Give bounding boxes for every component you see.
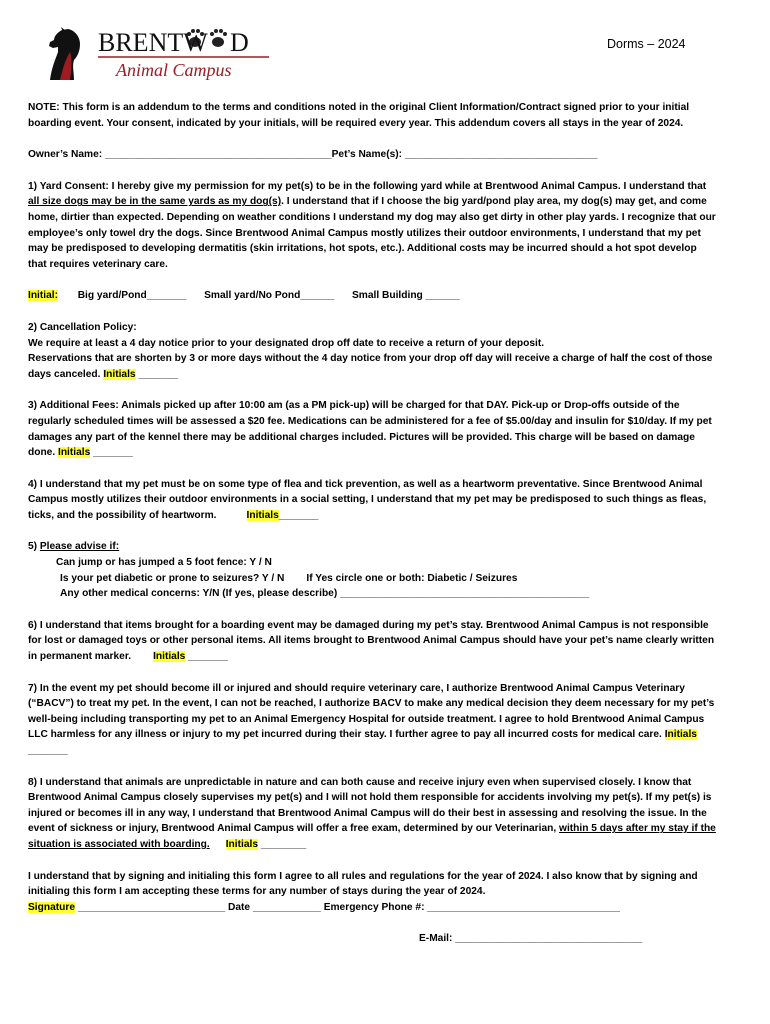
vet-care-initials-label: Initials xyxy=(664,729,697,741)
logo-top-end-text: D xyxy=(230,28,249,57)
brentwood-logo xyxy=(44,22,274,84)
signature-field[interactable]: __________________________ xyxy=(74,901,226,913)
injury-underlined: within 5 days after my stay if the situation is associated with boarding. xyxy=(28,823,716,850)
small-yard-option[interactable]: Small yard/No Pond______ xyxy=(204,290,335,302)
yard-initial-row xyxy=(28,288,718,304)
fees-initials-label: Initials xyxy=(58,447,91,459)
section-cancellation xyxy=(28,320,718,382)
small-building-option[interactable]: Small Building ______ xyxy=(352,290,460,302)
yard-consent-underlined: all size dogs may be in the same yards as my dog(s) xyxy=(28,196,282,208)
cancellation-line-1: We require at least a 4 day notice prior to your designated drop off date to receive a return of your deposit. xyxy=(28,337,545,349)
flea-tick-initials-label: Initials xyxy=(246,509,279,521)
section-items xyxy=(28,618,718,665)
logo-top-text: BRENTW xyxy=(98,28,208,57)
email-row xyxy=(28,931,718,947)
fees-initials-field[interactable]: _______ xyxy=(90,447,133,459)
owner-name-label: Owner’s Name: xyxy=(28,149,105,161)
flea-tick-text: 4) I understand that my pet must be on some type of flea and tick prevention, as well as a heartworm preventative. Since Brentwood Animal Campus mostly utilizes their outdoor environments in a social setting, I understand that my pet may be predisposed to such things as fleas, ticks, and the possibility of heartworm. xyxy=(28,478,707,521)
note-paragraph: NOTE: This form is an addendum to the terms and conditions noted in the original Client Information/Contract signed prior to your initial boarding event. Your consent, indicated by your initials, will be required every year. This addendum covers all stays in the year of 2024. xyxy=(28,102,690,129)
cancellation-line-2: Reservations that are shorten by 3 or more days without the 4 day notice from your drop off day will receive a charge of half the cost of those days canceled. xyxy=(28,353,713,380)
section-yard-consent xyxy=(28,179,718,273)
items-initials-label: Initials xyxy=(153,651,186,663)
advise-heading: Please advise if: xyxy=(39,541,120,553)
advise-number: 5) xyxy=(28,541,40,553)
section-please-advise xyxy=(28,539,718,601)
logo-bottom-text: Animal Campus xyxy=(116,60,232,80)
pet-name-label: Pet’s Name(s): xyxy=(331,149,405,161)
date-field[interactable]: Date ____________ xyxy=(225,901,321,913)
section-injury xyxy=(28,775,718,853)
cancellation-initials-label: Initials xyxy=(103,368,136,380)
question-diabetic[interactable]: Is your pet diabetic or prone to seizures? Y / N xyxy=(60,572,285,584)
initial-label: Initial: xyxy=(28,290,58,302)
flea-tick-initials-field[interactable]: _______ xyxy=(278,509,319,521)
emergency-phone-field[interactable]: Emergency Phone #: __________________________________ xyxy=(320,901,620,913)
question-fence[interactable]: Can jump or has jumped a 5 foot fence: Y / N xyxy=(56,557,272,569)
big-yard-option[interactable]: Big yard/Pond_______ xyxy=(77,290,187,302)
fees-text: 3) Additional Fees: Animals picked up after 10:00 am (as a PM pick-up) will be charged for that DAY. Pick-up or Drop-offs outside of the regularly scheduled times will be assessed a $20 fee. Medications can be administered for a fee of $5.00/day and insulin for $10/day. If my pet damages any part of the kennel there may be additional charges included. Pictures will be provided. This charge will be based on damage done. xyxy=(28,400,712,459)
section-additional-fees xyxy=(28,398,718,460)
owner-pet-line xyxy=(28,147,718,163)
dog-silhouette-icon xyxy=(44,22,274,84)
cancellation-heading: 2) Cancellation Policy: xyxy=(28,321,137,333)
signature-label: Signature xyxy=(28,901,75,913)
items-text: 6) I understand that items brought for a boarding event may be damaged during my pet’s stay. Brentwood Animal Campus is not responsible for lost or damaged toys or other personal items. All items brought to Brentwood Animal Campus should have your pet’s name clearly written in permanent marker. xyxy=(28,619,715,663)
cancellation-initials-field[interactable]: _______ xyxy=(135,368,179,380)
section-veterinary-care xyxy=(28,681,718,759)
pet-name-field[interactable]: __________________________________ xyxy=(404,149,598,161)
closing-paragraph xyxy=(28,869,718,916)
closing-text: I understand that by signing and initialing this form I agree to all rules and regulations for the year of 2024. I also know that by signing and initialing this form I am accepting these terms for any number of stays during the year of 2024. xyxy=(28,870,698,898)
vet-care-text: 7) In the event my pet should become ill or injured and should require veterinary care, I authorize Brentwood Animal Campus Veterinary (“BACV”) to treat my pet. In the event, I can not be reached, I authorize BACV to make any medical decision they deem necessary for my pet’s well-being including transporting my pet to an Animal Emergency Hospital for outside treatment. I agree to hold Brentwood Animal Campus LLC harmless for any illness or injury to my pet incurred during their stay. I further agree to pay all incurred costs for medical care. xyxy=(28,682,715,741)
items-initials-field[interactable]: _______ xyxy=(185,651,228,663)
owner-name-field[interactable]: ________________________________________ xyxy=(105,149,332,161)
vet-care-initials-field[interactable]: _______ xyxy=(28,745,68,756)
injury-text: 8) I understand that animals are unpredictable in nature and can both cause and receive injury even when supervised closely. I know that Brentwood Animal Campus closely supervises my pet(s) and I will not hold them responsible for accidents involving my pet(s). If my pet(s) is injured or becomes ill in any way, I understand that Brentwood Animal Campus will do their best in assessing and resolving the issue. In the event of sickness or injury, Brentwood Animal Campus will offer a free exam, determined by our Veterinarian, xyxy=(28,776,712,835)
question-diabetic-detail[interactable]: If Yes circle one or both: Diabetic / Seizures xyxy=(306,572,518,584)
yard-consent-text-a: 1) Yard Consent: I hereby give my permission for my pet(s) to be in the following yard while at Brentwood Animal Campus. I understand that xyxy=(28,180,707,192)
section-flea-tick xyxy=(28,477,718,524)
email-field[interactable]: E-Mail: _________________________________ xyxy=(419,933,643,945)
injury-initials-label: Initials xyxy=(225,838,258,850)
yard-consent-text-b: . I understand that if I choose the big yard/pond play area, my dog(s) may get, and come home, dirtier than expected. Depending on weather conditions I understand my dog may also get dirty in other play yards. I recognize that our employee’s only towel dry the dogs. Since Brentwood Animal Campus mostly utilizes their outdoor environments, I understand that my pet may be predisposed to developing dermatitis (skin irritations, hot spots, etc.). Additional costs may be incurred should a hot spot develop that requires veterinary care. xyxy=(28,196,716,270)
form-content xyxy=(28,100,718,963)
document-title: Dorms – 2024 xyxy=(607,37,686,51)
injury-initials-field[interactable]: ________ xyxy=(258,838,307,850)
question-medical-concerns[interactable]: Any other medical concerns: Y/N (If yes, please describe) ____________________________________________ xyxy=(60,588,590,600)
